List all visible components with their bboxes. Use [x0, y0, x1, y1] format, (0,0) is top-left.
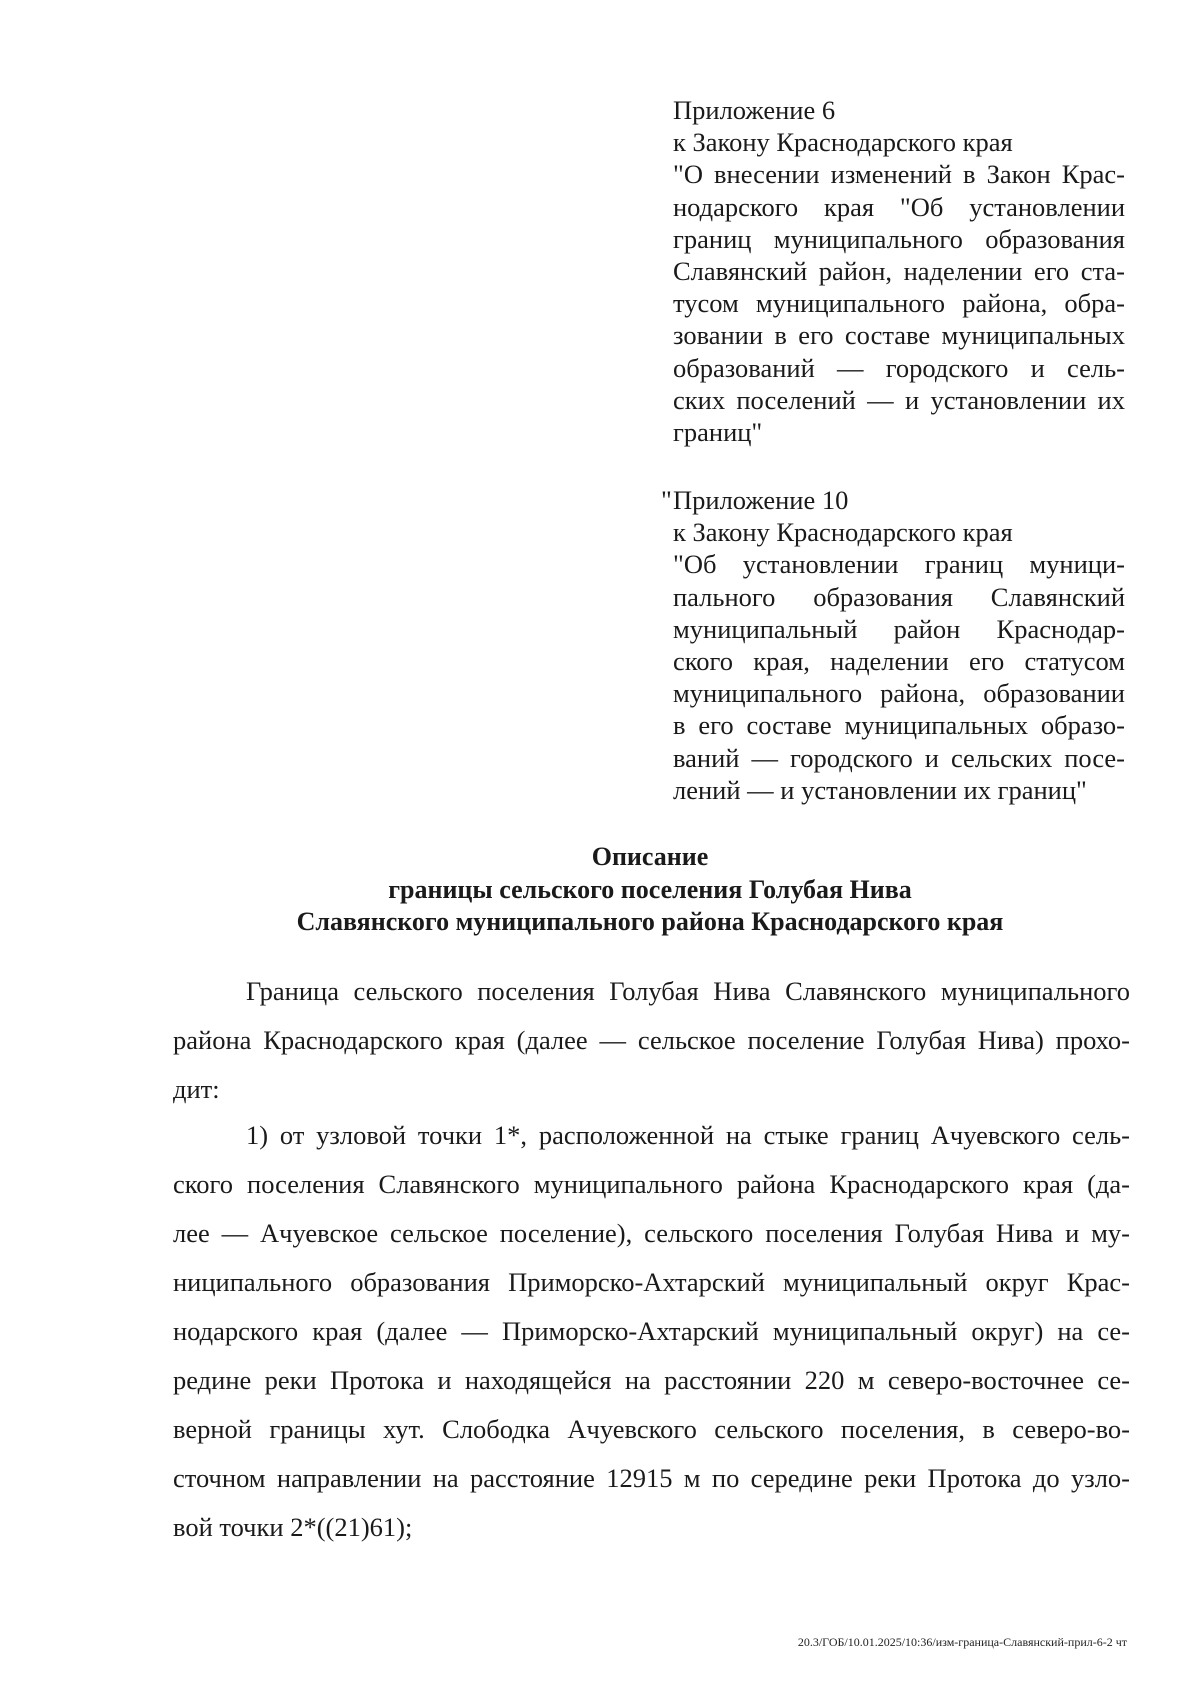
annex-6-line: зовании в его составе муниципальных [673, 320, 1125, 351]
annex-10-line: муниципального района, образовании [673, 678, 1125, 709]
intro-line: дит: [173, 1074, 220, 1104]
footer-stamp: 20.3/ГОБ/10.01.2025/10:36/изм-граница-Славянский-прил-6-2 чт [797, 1635, 1127, 1649]
intro-line: района Краснодарского края (далее — сельское поселение Голубая Нива) прохо- [173, 1025, 1130, 1055]
point-1-line: ского поселения Славянского муниципального района Краснодарского края (да- [173, 1169, 1130, 1199]
annex-6-line: Приложение 6 [673, 95, 836, 125]
point-1-line: вой точки 2*((21)61); [173, 1512, 413, 1542]
title-line: Описание [591, 842, 709, 871]
point-1-line: верной границы хут. Слободка Ачуевского сельского поселения, в северо-во- [173, 1414, 1130, 1444]
annex-6-line: границ" [673, 417, 763, 448]
annex-10-line: ского края, наделении его статусом [673, 646, 1125, 677]
annex-6-line: тусом муниципального района, обра- [673, 288, 1125, 319]
annex-10-header [661, 484, 1125, 806]
annex-6-line: нодарского края "Об установлении [673, 191, 1125, 222]
title-line: границы сельского поселения Голубая Нива [388, 874, 912, 904]
annex-6-line: Славянский район, наделении его ста- [673, 256, 1125, 287]
annex-10-line: к Закону Краснодарского края [673, 517, 1013, 548]
title-line: Славянского муниципального района Краснодарского края [296, 907, 1004, 936]
point-1-line: редине реки Протока и находящейся на расстоянии 220 м северо-восточнее се- [173, 1365, 1130, 1395]
annex-10-line: "Об установлении границ муници- [673, 549, 1125, 580]
point-1-paragraph [173, 1111, 1130, 1552]
annex-10-line: Приложение 10 [673, 485, 849, 515]
annex-10-line: пального образования Славянский [673, 581, 1125, 612]
annex-10-line: в его составе муниципальных образо- [673, 710, 1125, 741]
annex-10-line: ваний — городского и сельских посе- [673, 742, 1125, 773]
annex-6-line: "О внесении изменений в Закон Крас- [673, 159, 1125, 190]
annex-6-line: границ муниципального образования [673, 223, 1125, 254]
annex-10-line: лений — и установлении их границ" [673, 774, 1087, 805]
annex-6-line: ских поселений — и установлении их [673, 384, 1125, 415]
point-1-line: сточном направлении на расстояние 12915 м по середине реки Протока до узло- [173, 1463, 1130, 1493]
point-1-line: ниципального образования Приморско-Ахтарский муниципальный округ Крас- [173, 1267, 1130, 1297]
annex-6-line: образований — городского и сель- [673, 352, 1125, 383]
annex-10-opening-quote: " [661, 485, 672, 515]
annex-6-line: к Закону Краснодарского края [673, 127, 1013, 158]
document-title [170, 841, 1130, 939]
point-1-line: нодарского края (далее — Приморско-Ахтарский муниципальный округ) на се- [173, 1316, 1130, 1346]
point-1-line: 1) от узловой точки 1*, расположенной на стыке границ Ачуевского сель- [246, 1120, 1130, 1150]
intro-line: Граница сельского поселения Голубая Нива Славянского муниципального [246, 976, 1130, 1006]
annex-10-line: муниципальный район Краснодар- [673, 613, 1125, 644]
annex-6-header [673, 94, 1125, 448]
point-1-line: лее — Ачуевское сельское поселение), сельского поселения Голубая Нива и му- [173, 1218, 1130, 1248]
intro-paragraph [173, 967, 1130, 1114]
